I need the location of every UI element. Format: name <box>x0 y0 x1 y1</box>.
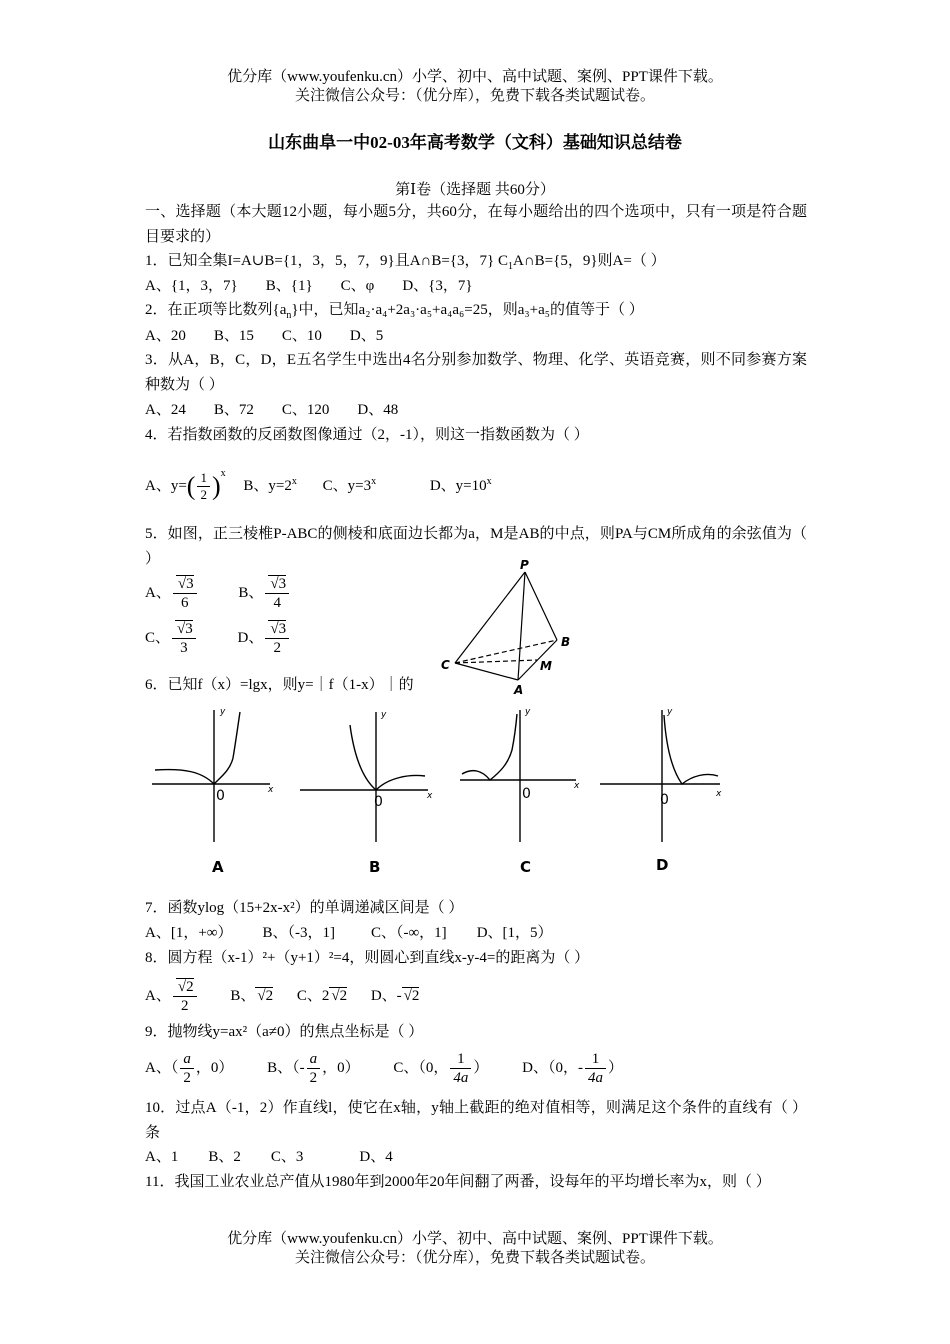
q4-option-d: D、$y=10^x$ <box>429 476 492 494</box>
graph-b-label: B <box>369 858 381 876</box>
graph-b-origin: 0 <box>374 794 383 810</box>
q3-option-a: A、24 <box>145 402 186 418</box>
q10-stem: 10．过点A（-1，2）作直线l，使它在x轴，y轴上截距的绝对值相等，则满足这个条件的直线有（ ）条 <box>145 1100 807 1141</box>
graph-c <box>460 710 576 842</box>
section-intro: 一、选择题（本大题12小题，每小题5分，共60分，在每小题给出的四个选项中，只有一项是符合题目要求的） <box>145 204 807 245</box>
q7-option-d: D、[1，5） <box>476 925 553 941</box>
q1-option-a: A、{1，3，7} <box>145 278 238 294</box>
q8-option-b: B、√ 2 <box>230 988 273 1004</box>
q5-option-d: D、 √ $\frac{3}{2}$ <box>238 630 292 646</box>
q10-option-d: D、4 <box>359 1149 393 1165</box>
graph-b-x-label: x <box>427 791 433 801</box>
q4-stem: 4．若指数函数的反函数图像通过（2，-1），则这一指数函数为（ ） <box>145 427 589 443</box>
q2-option-b: B、15 <box>213 328 254 344</box>
q2-option-c: C、10 <box>281 328 322 344</box>
q1-option-c: C、φ <box>340 278 375 294</box>
q10-option-c: C、3 <box>270 1149 304 1165</box>
header <box>0 68 950 106</box>
q11-stem: 11．我国工业农业总产值从1980年到2000年20年间翻了两番，设每年的平均增长率为x，则（ ） <box>145 1174 771 1190</box>
graph-c-x-label: x <box>574 781 580 791</box>
q4-option-b: B、$y=2^x$ <box>243 476 297 494</box>
graph-c-y-label: y <box>525 707 531 717</box>
q10-option-b: B、2 <box>208 1149 241 1165</box>
footer-line-1: 优分库（www.youfenku.cn）小学、初中、高中试题、案例、PPT课件下载。 <box>227 1231 723 1247</box>
q7-stem: 7．函数ylog（15+2x-x²）的单调递减区间是（ ） <box>145 900 464 916</box>
graph-a-origin: 0 <box>216 788 225 804</box>
q1-options <box>145 276 501 296</box>
q1-option-b: B、{1} <box>265 278 313 294</box>
label-c: C <box>441 658 450 672</box>
q7-option-c: C、（-∞，1] <box>370 925 447 941</box>
q5-options <box>145 575 291 657</box>
q1-stem: 1．已知全集I=A∪B={1，3，5，7，9}且A∩B={3，7} $C_1A\cap B=\{5$，9}则A=（ ） <box>145 253 666 272</box>
edge-pc <box>455 572 525 663</box>
footer-line-2: 关注微信公众号：（优分库），免费下载各类试题试卷。 <box>294 1250 655 1266</box>
label-b: B <box>561 635 571 649</box>
graph-a <box>152 710 270 842</box>
graph-c-label: C <box>520 858 532 876</box>
q5-option-c: C、 √ $\frac{3}{3}$ <box>145 630 198 646</box>
q3-stem: 3．从A，B，C，D，E五名学生中选出4名分别参加数学、物理、化学、英语竞赛，则不同参赛方案种数为（ ） <box>145 352 807 393</box>
q3-option-c: C、120 <box>281 402 330 418</box>
q3-option-b: B、72 <box>213 402 254 418</box>
q9-options <box>145 1050 623 1087</box>
graph-d-label: D <box>656 856 669 874</box>
q8-option-a: A、 √ $\frac{2}{2}$ <box>145 988 199 1004</box>
q4-option-c: C、$y=3^x$ <box>322 476 377 494</box>
q6-graphs <box>150 700 740 880</box>
q2-stem: 2．在正项等比数列$\{a_n\}$中，已知a₂·a₄+2a₃·a₅+a₄a₆=25，则a₃+a₅的值等于（ ） <box>145 302 644 321</box>
graph-d-y-label: y <box>667 707 673 717</box>
q7-options <box>145 923 581 943</box>
pyramid-figure <box>435 558 580 700</box>
q4-options <box>145 462 492 503</box>
header-line-2: 关注微信公众号：（优分库），免费下载各类试题试卷。 <box>294 88 655 104</box>
label-m: M <box>540 659 552 673</box>
graph-a-label: A <box>212 858 224 876</box>
label-a: A <box>514 683 524 697</box>
q9-stem: 9．抛物线y=ax²（a≠0）的焦点坐标是（ ） <box>145 1024 424 1040</box>
q8-option-d: D、-√ 2 <box>371 988 420 1004</box>
edge-pa <box>518 572 525 680</box>
q9-option-b: B、（- $\frac{a}{2}$ ，0） <box>267 1051 360 1086</box>
graph-b <box>300 712 428 842</box>
q5-option-a: A、 √ $\frac{3}{6}$ <box>145 585 199 601</box>
q5-stem: 5．如图，正三棱椎P-ABC的侧棱和底面边长都为a，M是AB的中点，则PA与CM所成角的余弦值为（ ） <box>145 526 807 567</box>
graph-a-y-label: y <box>220 707 226 717</box>
label-p: P <box>520 558 529 572</box>
q7-option-b: B、（-3，1] <box>262 925 335 941</box>
q2-option-d: D、5 <box>349 328 384 344</box>
graph-b-y-label: y <box>381 710 387 720</box>
edge-ca <box>455 663 518 680</box>
graph-c-origin: 0 <box>522 786 531 802</box>
edge-pb <box>525 572 557 640</box>
q9-option-c: C、（0， $\frac{1}{4a}$ ） <box>393 1051 489 1086</box>
q1-option-d: D、{3，7} <box>402 278 473 294</box>
q8-options <box>145 978 419 1015</box>
header-line-1: 优分库（www.youfenku.cn）小学、初中、高中试题、案例、PPT课件下载。 <box>227 69 723 85</box>
q3-option-d: D、48 <box>357 402 399 418</box>
q5-option-b: B、 √ $\frac{3}{4}$ <box>238 585 291 601</box>
q4-option-a: A、y=( $\frac{1}{2}$ )$^x$ <box>145 468 226 503</box>
graph-d-origin: 0 <box>660 792 669 808</box>
q10-option-a: A、1 <box>145 1149 179 1165</box>
q9-option-d: D、（0，- $\frac{1}{4a}$ ） <box>522 1051 624 1086</box>
graph-d <box>600 710 720 842</box>
graph-d-x-label: x <box>716 789 722 799</box>
q7-option-a: A、[1，+∞） <box>145 925 233 941</box>
part-title: 第Ⅰ卷（选择题 共60分） <box>395 182 555 198</box>
q8-option-c: C、2√ 2 <box>297 988 347 1004</box>
q8-stem: 8．圆方程（x-1）²+（y+1）²=4，则圆心到直线x-y-4=的距离为（ ） <box>145 950 590 966</box>
footer <box>0 1230 950 1268</box>
q9-option-a: A、（ $\frac{a}{2}$ ，0） <box>145 1051 234 1086</box>
page-title: 山东曲阜一中02-03年高考数学（文科）基础知识总结卷 <box>268 133 682 152</box>
q6-stem: 6．已知f（x）=lgx，则y=｜f（1-x）｜的 <box>145 677 414 693</box>
q10-options <box>145 1147 421 1167</box>
q3-options <box>145 400 426 420</box>
q2-options <box>145 326 411 346</box>
graph-a-x-label: x <box>268 785 274 795</box>
q2-option-a: A、20 <box>145 328 186 344</box>
